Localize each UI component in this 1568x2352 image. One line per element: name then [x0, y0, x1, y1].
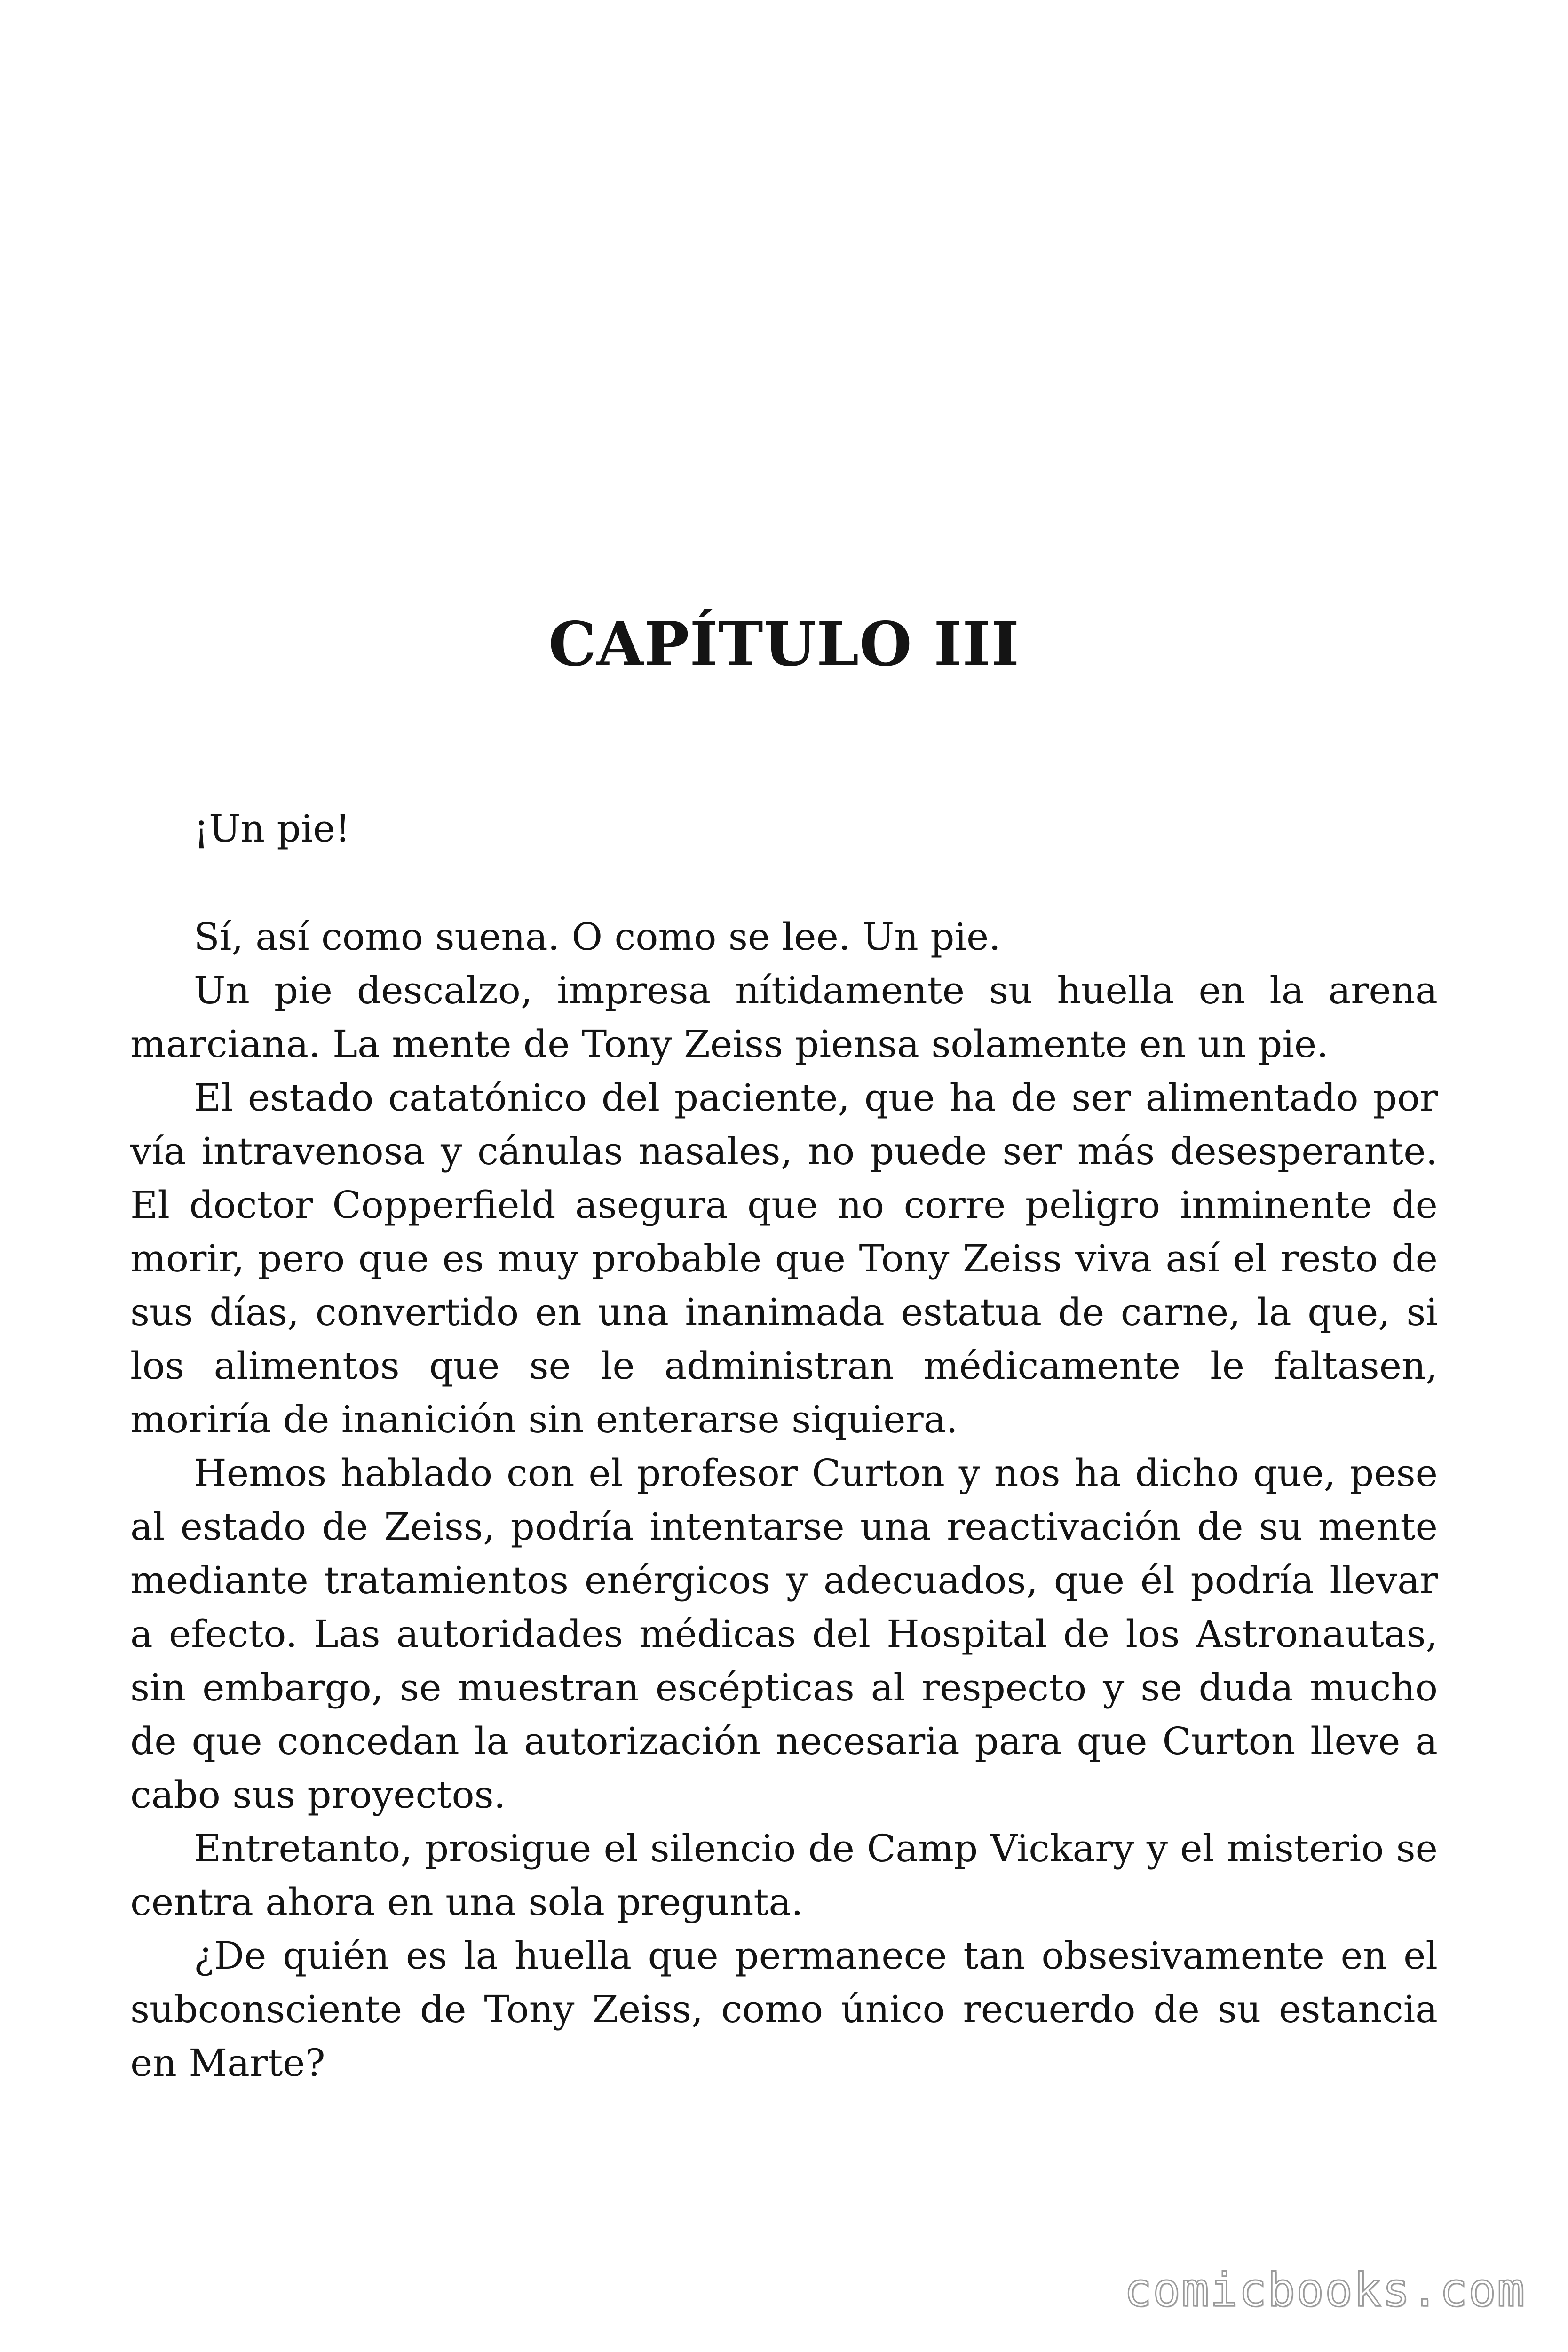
paragraph: Hemos hablado con el profesor Curton y nos ha dicho que, pese al estado de Zeiss, podría intentarse una reactivación de su mente mediante tratamientos enérgicos y adecuados, que él podría llevar a efecto. Las autoridades médicas del Hospital de los Astronautas, sin embargo, se muestran escépticas al respecto y se duda mucho de que concedan la autorización necesaria para que Curton lleve a cabo sus proyectos. [130, 1451, 1438, 1817]
intro-paragraph: ¡Un pie! [194, 807, 350, 850]
watermark: comicbooks.com [1124, 2264, 1526, 2317]
paragraph: Un pie descalzo, impresa nítidamente su huella en la arena marciana. La mente de Tony Zeiss piensa solamente en un pie. [130, 969, 1438, 1066]
chapter-title: CAPÍTULO III [548, 609, 1020, 680]
paragraph: El estado catatónico del paciente, que ha de ser alimentado por vía intravenosa y cánulas nasales, no puede ser más desesperante. El doctor Copperfield asegura que no corre peligro inminente de morir, pero que es muy probable que Tony Zeiss viva así el resto de sus días, convertido en una inanimada estatua de carne, la que, si los alimentos que se le administran médicamente le faltasen, moriría de inanición sin enterarse siquiera. [130, 1076, 1438, 1441]
paragraph: Entretanto, prosigue el silencio de Camp Vickary y el misterio se centra ahora en una sola pregunta. [130, 1827, 1438, 1924]
intro-block [130, 802, 1438, 856]
body-text-block [130, 910, 1438, 2090]
paragraph: Sí, así como suena. O como se lee. Un pie. [194, 915, 1001, 959]
paragraph: ¿De quién es la huella que permanece tan obsesivamente en el subconsciente de Tony Zeiss, como único recuerdo de su estancia en Marte? [130, 1934, 1438, 2085]
